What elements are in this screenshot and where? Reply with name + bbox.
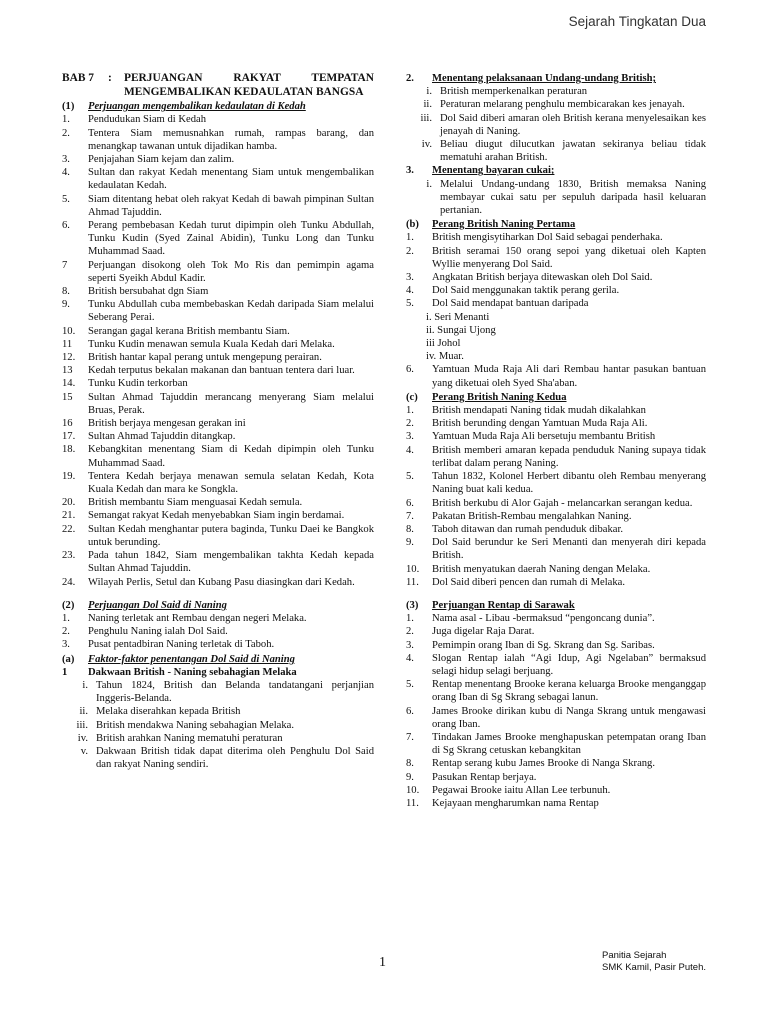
factor1-item [62, 679, 374, 705]
item-number: 2. [406, 418, 414, 430]
item-text: Pakatan British-Rembau mengalahkan Naning. [432, 510, 632, 522]
item-text: British mendakwa Naning sebahagian Melaka. [96, 719, 294, 731]
kedah-item [62, 549, 374, 575]
item-number: 9. [406, 537, 414, 549]
kedah-item [62, 576, 374, 589]
kedah-item [62, 166, 374, 192]
item-text: Dol Said mendapat bantuan daripada [432, 298, 589, 310]
item-text: Juga digelar Raja Darat. [432, 626, 535, 638]
item-number: 10. [406, 563, 420, 575]
item-number: 6. [62, 220, 70, 232]
kedah-item [62, 351, 374, 364]
war2-item [406, 417, 706, 430]
item-number: 21. [62, 510, 76, 522]
war2-item [406, 497, 706, 510]
rentap-item [406, 731, 706, 757]
item-number: 18. [62, 444, 76, 456]
item-number: 10. [406, 784, 420, 796]
section-title: Perang British Naning Kedua [432, 391, 567, 403]
item-text: Pusat pentadbiran Naning terletak di Taboh. [88, 639, 275, 651]
item-number: 2. [406, 245, 414, 257]
kedah-item [62, 509, 374, 522]
war2-item [406, 430, 706, 443]
item-number: 22. [62, 523, 76, 535]
item-text: Yamtuan Muda Raja Ali dari Rembau hantar pasukan bantuan yang diketuai oleh Syed Sha'aban. [432, 364, 706, 389]
section-title: Perjuangan Rentap di Sarawak [432, 599, 575, 611]
section-1-heading [62, 100, 374, 113]
item-text: Sultan Ahmad Tajuddin merancang menyerang Siam melalui Bruas, Perak. [88, 391, 374, 416]
item-number: 3. [406, 431, 414, 443]
kedah-item [62, 193, 374, 219]
kedah-item [62, 127, 374, 153]
kedah-item [62, 298, 374, 324]
helper-item: iii Johol [426, 338, 461, 350]
kedah-item [62, 325, 374, 338]
rentap-item [406, 757, 706, 770]
section-number: (3) [406, 599, 419, 611]
rentap-item [406, 678, 706, 704]
section-b-list [406, 231, 706, 389]
item-text: British berkubu di Alor Gajah - melancarkan serangan kedua. [432, 497, 693, 509]
rentap-item [406, 652, 706, 678]
item-number: 9. [406, 771, 414, 783]
item-text: Pemimpin orang Iban di Sg. Skrang dan Sg. Saribas. [432, 639, 655, 651]
kedah-item [62, 391, 374, 417]
item-text: British berunding dengan Yamtuan Muda Raja Ali. [432, 418, 648, 430]
chapter-colon: : [108, 72, 112, 84]
item-number: iii. [420, 112, 432, 124]
item-text: Taboh ditawan dan rumah penduduk dibakar. [432, 523, 624, 535]
factor-1-list [62, 679, 374, 771]
item-number: 5. [406, 679, 414, 691]
section-number: (b) [406, 219, 419, 231]
item-number: 20. [62, 497, 76, 509]
item-text: Slogan Rentap ialah “Agi Idup, Agi Ngelaban” bermaksud selagi hidup selagi berjuang. [432, 652, 706, 677]
factor-number: 2. [406, 73, 414, 84]
kedah-item [62, 443, 374, 469]
item-text: Melaka diserahkan kepada British [96, 706, 241, 718]
item-number: 10. [62, 325, 76, 337]
section-a-heading [62, 653, 374, 666]
factor1-item [62, 719, 374, 732]
item-number: 1. [406, 405, 414, 417]
helper-item: i. Seri Menanti [426, 311, 490, 323]
war2-item [406, 576, 706, 589]
item-text: Siam ditentang hebat oleh rakyat Kedah di bawah pimpinan Sultan Ahmad Tajuddin. [88, 193, 374, 218]
naning-item [62, 638, 374, 651]
item-text: British mengisytiharkan Dol Said sebagai penderhaka. [432, 232, 663, 244]
war1-item [406, 271, 706, 284]
kedah-item [62, 113, 374, 126]
item-number: 13 [62, 365, 73, 377]
war2-item [406, 563, 706, 576]
factor-3-list [406, 178, 706, 218]
item-text: British seramai 150 orang sepoi yang diketuai oleh Kapten Wyllie menyerang Dol Said. [432, 245, 706, 270]
section-b-heading [406, 218, 706, 231]
item-text: Dol Said diberi amaran oleh British kerana menyelesaikan kes jenayah di Naning. [440, 112, 706, 137]
item-number: 5. [62, 193, 70, 205]
section-title: Perang British Naning Pertama [432, 219, 576, 231]
kedah-item [62, 496, 374, 509]
item-text: Sultan Kedah menghantar putera baginda, Tunku Daei ke Bangkok untuk berunding. [88, 523, 374, 548]
item-number: 1. [406, 613, 414, 625]
item-number: iii. [76, 719, 88, 731]
item-text: Tindakan James Brooke menghapuskan petempatan orang Iban di Sg Skrang cetuskan kebangkitan [432, 731, 706, 757]
item-text: James Brooke dirikan kubu di Nanga Skrang untuk mengawasi orang Iban. [432, 705, 706, 730]
section-3-list [406, 612, 706, 810]
item-number: 2. [62, 127, 70, 139]
item-text: Kejayaan mengharumkan nama Rentap [432, 797, 599, 809]
item-text: Pegawai Brooke iaitu Allan Lee terbunuh. [432, 784, 611, 796]
section-c-heading [406, 391, 706, 404]
item-text: Kebangkitan menentang Siam di Kedah dipimpin oleh Tunku Muhammad Saad. [88, 444, 374, 469]
item-number: 8. [406, 523, 414, 535]
item-number: 7. [406, 510, 414, 522]
item-number: 16 [62, 418, 73, 430]
item-number: iv. [77, 732, 88, 744]
item-number: 2. [406, 626, 414, 638]
section-2-list [62, 612, 374, 652]
item-text: British mendapati Naning tidak mudah dikalahkan [432, 405, 646, 417]
item-text: British bersubahat dgn Siam [88, 286, 209, 298]
item-number: 23. [62, 550, 76, 562]
war2-item [406, 404, 706, 417]
war1-item [406, 231, 706, 244]
kedah-item [62, 285, 374, 298]
item-text: British arahkan Naning mematuhi peraturan [96, 732, 283, 744]
item-number: 4. [406, 652, 414, 664]
item-number: 2. [62, 626, 70, 638]
item-text: Dol Said diberi pencen dan rumah di Melaka. [432, 576, 625, 588]
item-number: 7. [406, 731, 414, 743]
war1-item [406, 297, 706, 310]
item-text: Yamtuan Muda Raja Ali bersetuju membantu British [432, 431, 656, 443]
item-number: 14. [62, 378, 76, 390]
right-column [406, 72, 706, 810]
item-number: 5. [406, 298, 414, 310]
war1-item [406, 245, 706, 271]
war1-item [406, 284, 706, 297]
item-text: Tunku Kudin menawan semula Kuala Kedah dari Melaka. [88, 338, 335, 350]
war2-item [406, 444, 706, 470]
item-number: 12. [62, 352, 76, 364]
item-number: 19. [62, 470, 76, 482]
item-number: i. [426, 86, 432, 98]
factor1-item [62, 705, 374, 718]
factor3-item [406, 178, 706, 218]
helper-item: ii. Sungai Ujong [426, 324, 496, 336]
factor-title: Menentang pelaksanaan Undang-undang British; [432, 73, 656, 84]
section-number: (2) [62, 599, 75, 611]
item-text: Rentap menentang Brooke kerana keluarga Brooke menganggap orang Iban di Sg Skrang sebagai lanun. [432, 679, 706, 704]
naning-item [62, 612, 374, 625]
rentap-item [406, 784, 706, 797]
kedah-item [62, 259, 374, 285]
factor-number: 1 [62, 666, 68, 678]
section-c-list [406, 404, 706, 589]
item-number: 3. [62, 639, 70, 651]
item-text: Penghulu Naning ialah Dol Said. [88, 626, 228, 638]
item-text: Tahun 1824, British dan Belanda tandatangani perjanjian Inggeris-Belanda. [96, 679, 374, 705]
rentap-item [406, 625, 706, 638]
war2-item [406, 510, 706, 523]
item-text: Pasukan Rentap berjaya. [432, 771, 537, 783]
item-number: 17. [62, 431, 76, 443]
item-number: 5. [406, 471, 414, 483]
war2-item [406, 470, 706, 496]
item-text: Pada tahun 1842, Siam mengembalikan takhta Kedah kepada Sultan Ahmad Tajuddin. [88, 550, 374, 575]
item-text: Melalui Undang-undang 1830, British memaksa Naning membayar cukai satu per sepuluh daripada hasil keluaran pertanian. [440, 178, 706, 217]
item-number: v. [80, 745, 88, 757]
item-number: 6. [406, 497, 414, 509]
rentap-item [406, 705, 706, 731]
item-number: 1. [62, 114, 70, 126]
item-text: British membantu Siam menguasai Kedah semula. [88, 497, 303, 509]
factor1-item [62, 745, 374, 771]
item-text: British berjaya mengesan gerakan ini [88, 418, 246, 430]
section-number: (c) [406, 391, 418, 403]
war1-item [406, 363, 706, 389]
rentap-item [406, 797, 706, 810]
item-number: 4. [406, 444, 414, 456]
left-column [62, 72, 374, 771]
rentap-item [406, 612, 706, 625]
footer-org-line2: SMK Kamil, Pasir Puteh. [601, 962, 706, 973]
factor-number: 3. [406, 165, 414, 177]
kedah-item [62, 219, 374, 259]
item-text: Rentap serang kubu James Brooke di Nanga Skrang. [432, 758, 656, 770]
item-number: 11. [406, 576, 419, 588]
naning-item [62, 625, 374, 638]
item-text: British hantar kapal perang untuk mengepung perairan. [88, 352, 322, 364]
item-text: Serangan gagal kerana British membantu Siam. [88, 325, 290, 337]
section-2-heading [62, 599, 374, 612]
item-number: 3. [406, 639, 414, 651]
item-text: Pendudukan Siam di Kedah [88, 114, 206, 126]
item-number: i. [426, 178, 432, 190]
item-number: i. [82, 679, 88, 691]
item-text: Tentera Kedah berjaya menawan semula selatan Kedah, Kota Kuala Kedah dan mara ke Songkla. [88, 470, 374, 496]
footer-org-line1: Panitia Sejarah [601, 950, 667, 961]
item-text: Beliau diugut dilucutkan jawatan sekiranya beliau tidak mematuhi arahan British. [440, 139, 706, 164]
item-text: Peraturan melarang penghulu membicarakan kes jenayah. [440, 99, 685, 111]
kedah-item [62, 364, 374, 377]
item-number: 9. [62, 299, 70, 311]
page-number: 1 [379, 955, 386, 970]
chapter-number: BAB 7 [62, 72, 94, 84]
item-number: 3. [406, 272, 414, 284]
item-text: Tahun 1832, Kolonel Herbert dibantu oleh Rembau menyerang Naning buat kali kedua. [432, 471, 706, 496]
item-number: 4. [406, 285, 414, 297]
kedah-item [62, 417, 374, 430]
factor-title: Dakwaan British - Naning sebahagian Melaka [88, 666, 297, 678]
chapter-title: PERJUANGAN RAKYAT TEMPATAN MENGEMBALIKAN KEDAULATAN BANGSA [124, 72, 374, 98]
kedah-item [62, 377, 374, 390]
factor-title: Menentang bayaran cukai; [432, 165, 555, 177]
item-number: 1. [62, 612, 70, 624]
section-3-heading [406, 599, 706, 612]
section-number: (1) [62, 101, 75, 113]
item-number: 1. [406, 232, 414, 244]
factor1-item [62, 732, 374, 745]
helper-item: iv. Muar. [426, 351, 464, 363]
item-number: 11. [406, 797, 419, 809]
item-number: 6. [406, 705, 414, 717]
factor2-item [406, 98, 706, 111]
item-text: Penjajahan Siam kejam dan zalim. [88, 154, 235, 165]
kedah-item [62, 470, 374, 496]
item-text: Sultan dan rakyat Kedah menentang Siam untuk mengembalikan kedaulatan Kedah. [88, 167, 374, 192]
factor2-item [406, 138, 706, 164]
factor-3-heading [406, 164, 706, 177]
item-text: Perang pembebasan Kedah turut dipimpin oleh Tunku Abdullah, Tunku Kudin (Syed Zainal Abidin), Tunku Long dan Tunku Muhammad Saad. [88, 220, 374, 258]
section-title: Perjuangan Dol Said di Naning [88, 599, 227, 611]
rentap-item [406, 771, 706, 784]
item-number: 24. [62, 576, 76, 588]
item-number: 8. [406, 758, 414, 770]
item-text: Perjuangan disokong oleh Tok Mo Ris dan pemimpin agama seperti Syeikh Abdul Kadir. [88, 259, 374, 284]
item-number: 11 [62, 338, 73, 350]
kedah-item [62, 430, 374, 443]
item-number: 15 [62, 391, 73, 403]
chapter-heading [62, 72, 374, 99]
item-number: 6. [406, 364, 414, 376]
item-text: Nama asal - Libau -bermaksud “pengoncang dunia”. [432, 613, 655, 625]
kedah-item [62, 523, 374, 549]
item-text: Dakwaan British tidak dapat diterima oleh Penghulu Dol Said dan rakyat Naning sendiri. [96, 745, 374, 771]
factor-2-heading [406, 72, 706, 85]
footer-credit [602, 950, 706, 974]
section-title: Faktor-faktor penentangan Dol Said di Naning [88, 653, 295, 665]
section-number: (a) [62, 653, 75, 665]
item-text: Semangat rakyat Kedah menyebabkan Siam ingin berdamai. [88, 510, 345, 522]
item-number: 3. [62, 154, 70, 165]
section-1-list [62, 113, 374, 588]
page-header: Sejarah Tingkatan Dua [568, 14, 706, 29]
item-number: ii. [79, 706, 88, 718]
item-text: British memperkenalkan peraturan [440, 86, 588, 98]
factor2-item [406, 85, 706, 98]
item-text: British memberi amaran kepada penduduk Naning supaya tidak terlibat dalam perang Naning. [432, 444, 706, 469]
factor-1-heading [62, 666, 374, 679]
item-text: Tunku Kudin terkorban [88, 378, 188, 390]
kedah-item [62, 338, 374, 351]
item-text: Tentera Siam memusnahkan rumah, rampas barang, dan menangkap tawanan untuk dijadikan hamba. [88, 127, 374, 152]
war2-item [406, 523, 706, 536]
factor-2-list [406, 85, 706, 164]
item-number: iv. [421, 139, 432, 151]
item-text: Naning terletak ant Rembau dengan negeri Melaka. [88, 612, 307, 624]
section-title: Perjuangan mengembalikan kedaulatan di Kedah [88, 101, 306, 113]
item-text: British menyatukan daerah Naning dengan Melaka. [432, 563, 651, 575]
item-text: Kedah terputus bekalan makanan dan bantuan tentera dari luar. [88, 365, 355, 377]
item-number: 8. [62, 286, 70, 298]
item-number: ii. [423, 99, 432, 111]
item-number: 7 [62, 259, 68, 271]
kedah-item [62, 153, 374, 166]
item-number: 4. [62, 167, 70, 179]
rentap-item [406, 639, 706, 652]
item-text: Dol Said berundur ke Seri Menanti dan menyerah diri kepada British. [432, 537, 706, 562]
war2-item [406, 536, 706, 562]
item-text: Dol Said menggunakan taktik perang gerila. [432, 285, 620, 297]
factor2-item [406, 112, 706, 138]
item-text: Sultan Ahmad Tajuddin ditangkap. [88, 431, 236, 443]
item-text: Tunku Abdullah cuba membebaskan Kedah daripada Siam melalui Seberang Perai. [88, 299, 374, 324]
item-text: Angkatan British berjaya ditewaskan oleh Dol Said. [432, 272, 653, 284]
item-text: Wilayah Perlis, Setul dan Kubang Pasu diasingkan dari Kedah. [88, 576, 355, 588]
